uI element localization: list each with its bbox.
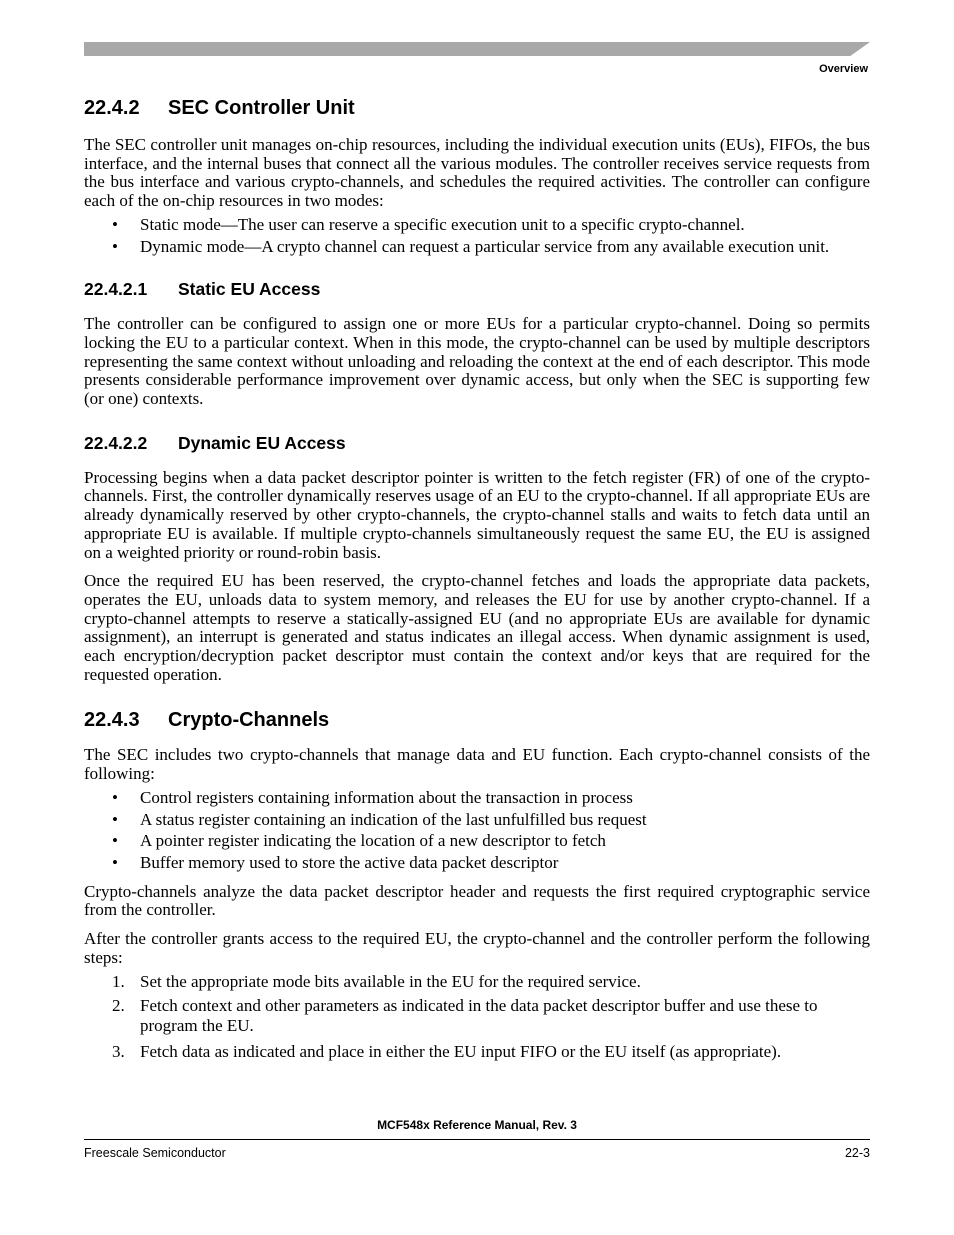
heading-number: 22.4.2.1: [84, 279, 148, 300]
paragraph: The controller can be configured to assign one or more EUs for a particular crypto-channel. Doing so permits locking the EU to a particular context. When in this mode, the crypto-channel can be used by multiple descriptors representing the same context without unloading and reloading the context at the end of each descriptor. This mode presents considerable performance improvement over dynamic access, but only when the SEC is supporting few (or one) contexts.: [84, 314, 870, 409]
bullet-marker: •: [112, 236, 118, 256]
bullet-list: [84, 216, 870, 256]
list-item: 1. Set the appropriate mode bits available in the EU for the required service.: [112, 971, 641, 991]
heading-22-4-2-1: [84, 279, 870, 300]
bullet-marker: •: [112, 852, 118, 872]
bullet-marker: •: [112, 831, 118, 851]
bullet-marker: •: [112, 787, 118, 807]
list-item: • Dynamic mode—A crypto channel can request a particular service from any available execution unit.: [112, 236, 830, 256]
heading-title: SEC Controller Unit: [168, 97, 355, 119]
heading-title: Dynamic EU Access: [178, 432, 346, 453]
list-item: • Buffer memory used to store the active data packet descriptor: [112, 852, 559, 872]
heading-22-4-2-2: [84, 433, 870, 454]
heading-22-4-2: [84, 97, 870, 120]
bullet-marker: •: [112, 809, 118, 829]
list-item: • A pointer register indicating the location of a new descriptor to fetch: [112, 831, 606, 851]
paragraph: Crypto-channels analyze the data packet descriptor header and requests the first required cryptographic service from the controller.: [84, 881, 870, 920]
footer-divider: [84, 1139, 870, 1140]
paragraph: The SEC includes two crypto-channels that manage data and EU function. Each crypto-channel consists of the following:: [84, 745, 870, 784]
heading-number: 22.4.2.2: [84, 432, 148, 453]
footer-page-number: 22-3: [844, 1146, 870, 1160]
step-number: 2.: [112, 996, 125, 1016]
list-item: 2. Fetch context and other parameters as indicated in the data packet descriptor buffer and use these to program the EU.: [112, 996, 818, 1036]
footer-doc-title: MCF548x Reference Manual, Rev. 3: [377, 1118, 577, 1132]
heading-number: 22.4.2: [84, 97, 140, 119]
page-content: [84, 93, 870, 1062]
heading-number: 22.4.3: [84, 709, 140, 732]
section-label: Overview: [819, 63, 868, 75]
list-item: 3. Fetch data as indicated and place in either the EU input FIFO or the EU itself (as appropriate).: [112, 1042, 782, 1062]
paragraph: After the controller grants access to the required EU, the crypto-channel and the controller perform the following steps:: [84, 929, 870, 967]
paragraph: The SEC controller unit manages on-chip resources, including the individual execution units (EUs), FIFOs, the bus interface, and the internal buses that connect all the various modules. The controller receives service requests from the bus interface and various crypto-channels, and schedules the required activities. The controller can configure each of the on-chip resources in two modes:: [84, 135, 870, 211]
heading-title: Crypto-Channels: [168, 709, 330, 732]
step-number: 3.: [112, 1042, 125, 1062]
header-bar: [84, 42, 870, 56]
list-item: • A status register containing an indication of the last unfulfilled bus request: [112, 809, 647, 829]
footer-company: Freescale Semiconductor: [84, 1146, 226, 1160]
list-item: • Static mode—The user can reserve a specific execution unit to a specific crypto-channel.: [112, 214, 745, 234]
step-number: 1.: [112, 971, 125, 991]
paragraph: Processing begins when a data packet descriptor pointer is written to the fetch register (FR) of one of the crypto-channels. First, the controller dynamically reserves usage of an EU to the crypto-channel. If all appropriate EUs are already dynamically reserved by other crypto-channels, the crypto-channel stalls and waits to fetch data until an appropriate EU is available. If multiple crypto-channels simultaneously request the same EU, the EU is assigned on a weighted priority or round-robin basis.: [84, 467, 870, 562]
numbered-list: [84, 973, 870, 1062]
list-item: • Control registers containing information about the transaction in process: [112, 787, 633, 807]
heading-title: Static EU Access: [178, 279, 321, 300]
bullet-marker: •: [112, 214, 118, 234]
heading-22-4-3: [84, 709, 870, 732]
paragraph: Once the required EU has been reserved, the crypto-channel fetches and loads the appropriate data packets, operates the EU, unloads data to system memory, and releases the EU for use by another crypto-channel. If a crypto-channel attempts to reserve a statically-assigned EU (and no appropriate EUs are available for dynamic assignment), an interrupt is generated and status indicates an illegal access. When dynamic assignment is used, each encryption/decryption packet descriptor must contain the context and/or keys that are required for the requested operation.: [84, 571, 870, 684]
bullet-list: [84, 789, 870, 873]
